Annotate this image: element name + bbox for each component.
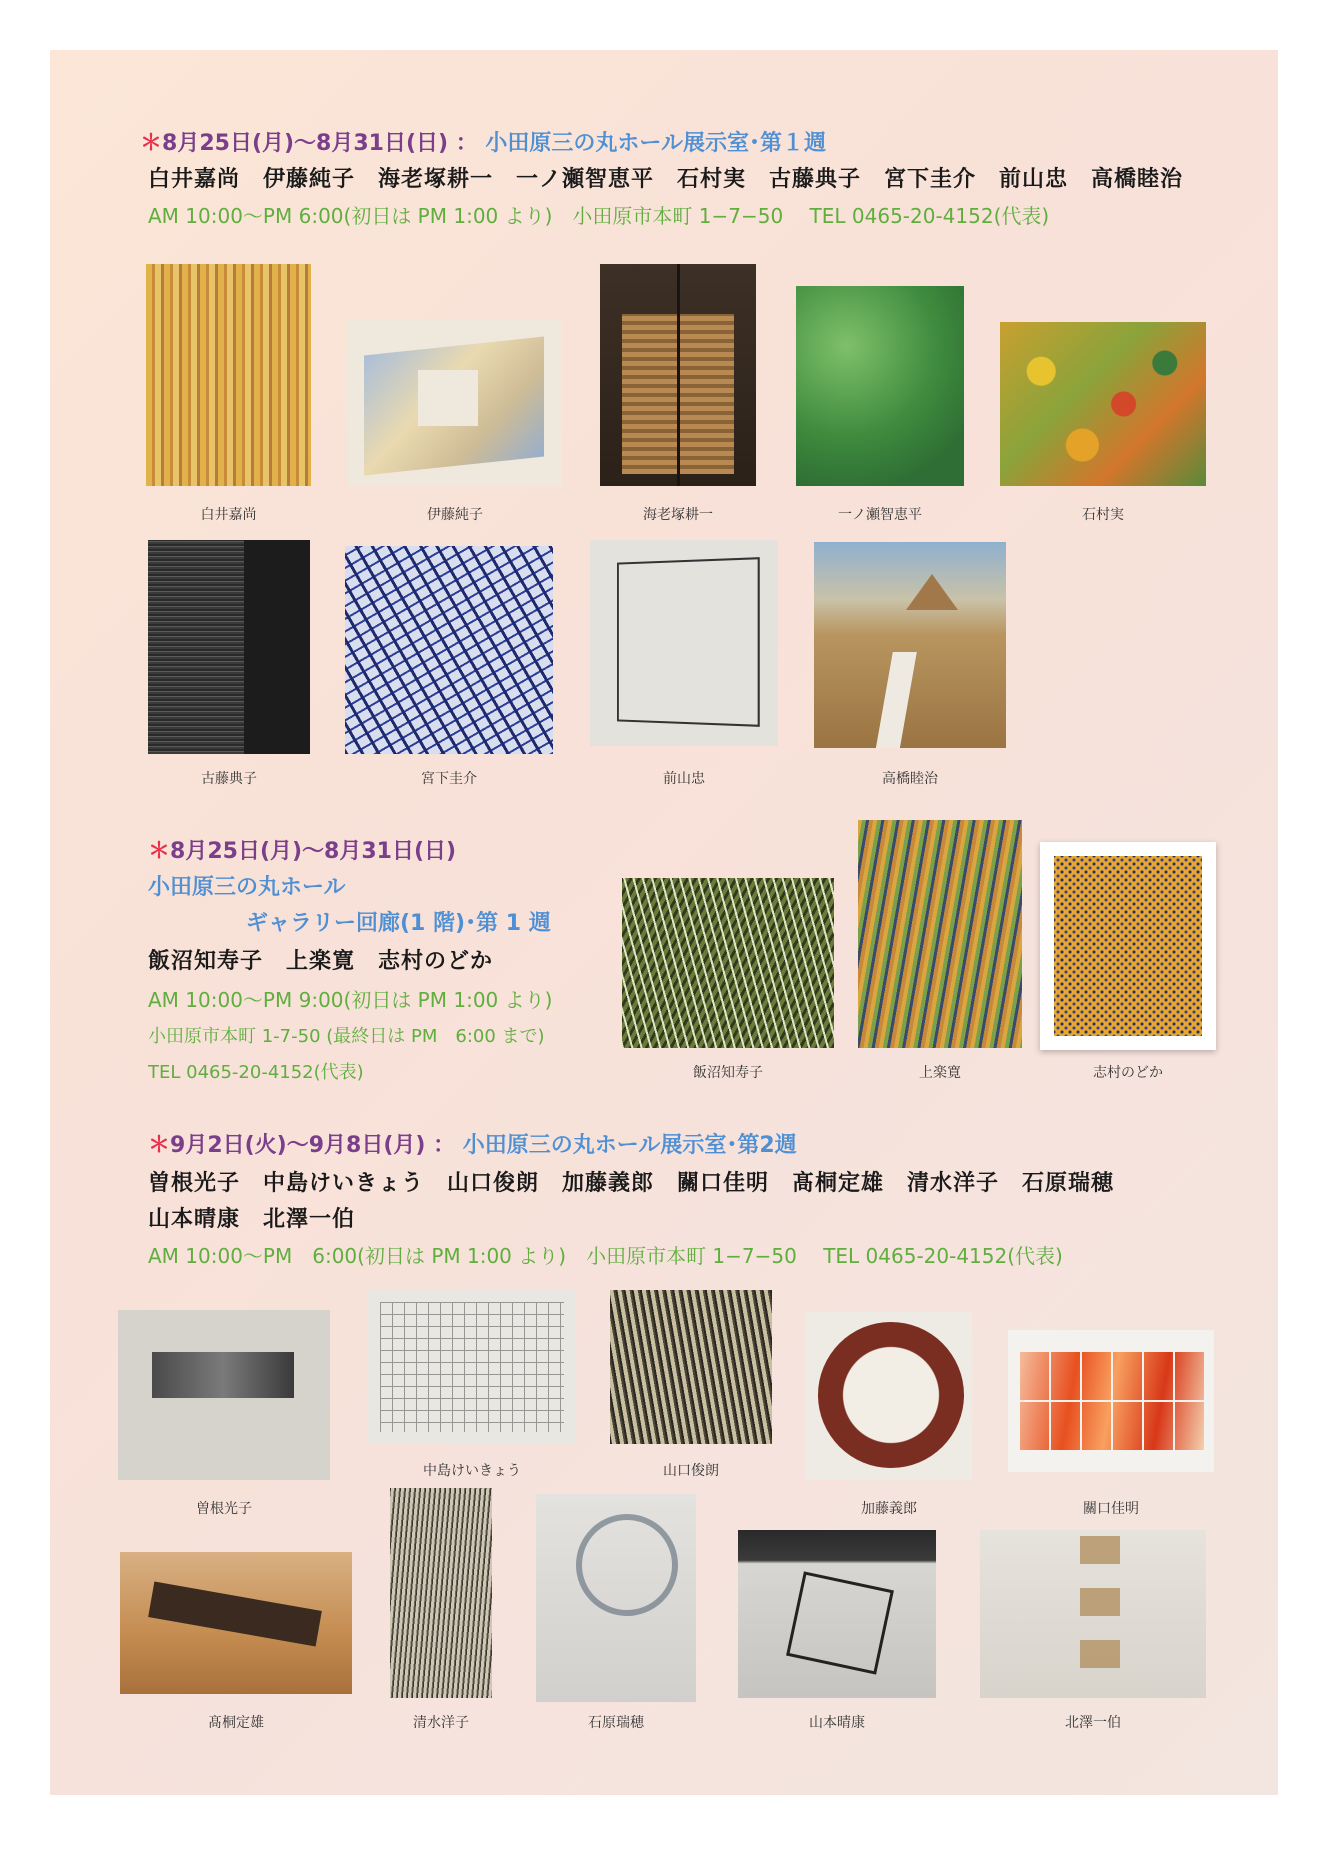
caption: 曽根光子 <box>196 1501 252 1517</box>
section2-tel: TEL 0465-20-4152(代表) <box>148 1062 364 1083</box>
section3-venue: 小田原三の丸ホール展示室･第2週 <box>462 1133 797 1158</box>
caption: 宮下圭介 <box>421 771 477 787</box>
artwork-iinuma <box>622 878 834 1048</box>
caption: 前山忠 <box>663 771 705 787</box>
artwork-shimizu <box>390 1488 492 1698</box>
section3-artists-row2: 山本晴康 北澤一伯 <box>148 1207 356 1232</box>
section3-dates: 9月2日(火)～9月8日(月) ： <box>170 1133 456 1158</box>
section1-info: AM 10:00～PM 6:00(初日は PM 1:00 より) 小田原市本町 1−7−50 TEL 0465-20-4152(代表) <box>148 204 1050 228</box>
caption: 山本晴康 <box>809 1715 865 1731</box>
artwork-sone <box>118 1310 330 1480</box>
section2-date-line <box>148 834 456 865</box>
section2-hours: AM 10:00～PM 9:00(初日は PM 1:00 より) <box>148 988 553 1012</box>
asterisk-icon: ＊ <box>140 131 163 156</box>
section1-artists: 白井嘉尚 伊藤純子 海老塚耕一 一ノ瀬智恵平 石村実 古藤典子 宮下圭介 前山忠 高橋睦治 <box>148 167 1184 192</box>
artwork-ito <box>348 320 562 486</box>
section1-dates: 8月25日(月)～8月31日(日) ： <box>162 131 478 156</box>
section1-venue: 小田原三の丸ホール展示室･第１週 <box>485 131 826 156</box>
artwork-maeyama <box>590 540 778 746</box>
artwork-miyashita <box>345 546 553 754</box>
section2-artists: 飯沼知寿子 上楽寛 志村のどか <box>148 949 494 974</box>
section1-date-line <box>140 126 826 157</box>
artwork-ebizuka <box>600 264 756 486</box>
caption: 海老塚耕一 <box>643 507 713 523</box>
asterisk-icon: ＊ <box>148 839 171 864</box>
artwork-ishihara <box>536 1494 696 1702</box>
caption: 古藤典子 <box>201 771 257 787</box>
section3-date-line <box>148 1128 797 1159</box>
caption: 關口佳明 <box>1083 1501 1139 1517</box>
caption: 飯沼知寿子 <box>693 1065 763 1081</box>
artwork-takagiri <box>120 1552 352 1694</box>
caption: 上楽寛 <box>919 1065 961 1081</box>
asterisk-icon: ＊ <box>148 1133 171 1158</box>
caption: 石村実 <box>1082 507 1124 523</box>
caption: 髙桐定雄 <box>208 1715 264 1731</box>
section3-artists-row1: 曽根光子 中島けいきょう 山口俊朗 加藤義郎 關口佳明 髙桐定雄 清水洋子 石原瑞穂 <box>148 1171 1115 1196</box>
section2-address: 小田原市本町 1-7-50 (最終日は PM 6:00 まで) <box>148 1026 545 1047</box>
caption: 清水洋子 <box>413 1715 469 1731</box>
artwork-kotou <box>148 540 310 754</box>
artwork-ichinose <box>796 286 964 486</box>
caption: 志村のどか <box>1093 1065 1163 1081</box>
section2-dates: 8月25日(月)～8月31日(日) <box>170 839 457 864</box>
artwork-kato <box>806 1312 972 1480</box>
artwork-yamaguchi <box>610 1290 772 1444</box>
section2-venue2: ギャラリー回廊(1 階)･第 1 週 <box>246 911 551 936</box>
artwork-nakajima <box>368 1290 576 1444</box>
caption: 北澤一伯 <box>1065 1715 1121 1731</box>
caption: 伊藤純子 <box>427 507 483 523</box>
caption: 高橋睦治 <box>882 771 938 787</box>
section2-venue1: 小田原三の丸ホール <box>148 875 346 900</box>
artwork-ishimura <box>1000 322 1206 486</box>
artwork-shirai <box>146 264 311 486</box>
artwork-kitazawa <box>980 1530 1206 1698</box>
artwork-takahashi <box>814 542 1006 748</box>
artwork-yamamoto <box>738 1530 936 1698</box>
caption: 白井嘉尚 <box>200 507 257 523</box>
caption: 石原瑞穂 <box>588 1715 644 1731</box>
artwork-sekiguchi <box>1008 1330 1214 1472</box>
caption: 中島けいきょう <box>423 1463 521 1479</box>
artwork-joraku <box>858 820 1022 1048</box>
section3-info: AM 10:00～PM 6:00(初日は PM 1:00 より) 小田原市本町 1−7−50 TEL 0465-20-4152(代表) <box>148 1244 1063 1268</box>
caption: 加藤義郎 <box>861 1501 917 1517</box>
caption: 一ノ瀬智恵平 <box>838 507 922 523</box>
caption: 山口俊朗 <box>663 1463 719 1479</box>
artwork-shimura <box>1040 842 1216 1050</box>
